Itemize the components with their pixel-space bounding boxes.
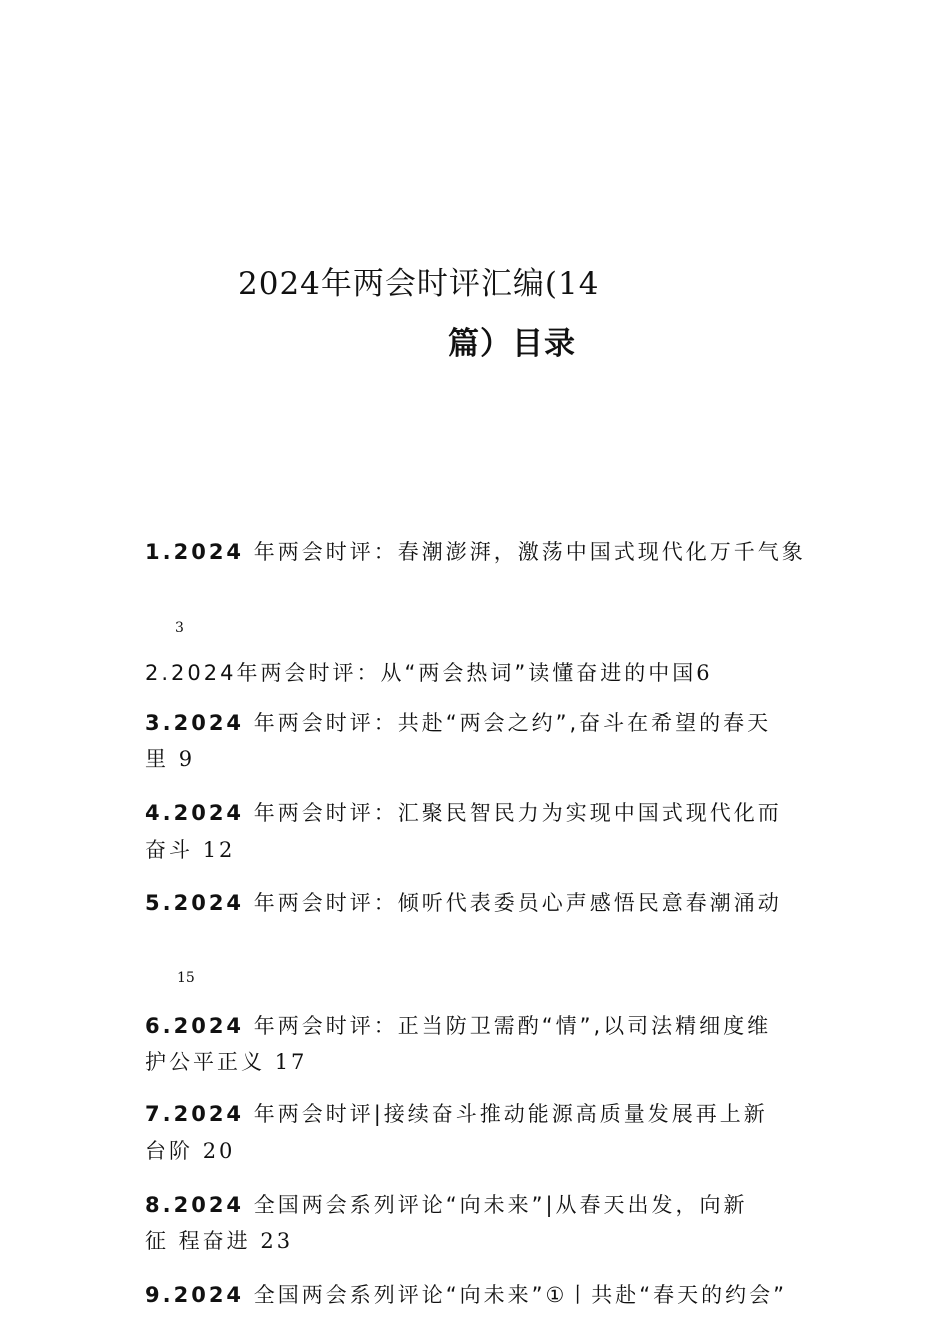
toc-entry-number: 2.2024	[145, 661, 237, 685]
toc-entry-text: 年两会时评：倾听代表委员心声感悟民意春潮涌动	[244, 891, 782, 915]
toc-entry-5[interactable]	[145, 886, 815, 921]
toc-entry-number: 1.2024	[145, 540, 245, 564]
toc-entry-text: 年两会时评：共赴“两会之约”,奋斗在希望的春天	[244, 711, 772, 735]
toc-entry-number: 8.2024	[145, 1193, 245, 1217]
toc-entry-page: 17	[274, 1050, 308, 1074]
toc-entry-4[interactable]	[145, 796, 815, 831]
toc-entry-continuation: 台阶	[145, 1139, 203, 1163]
toc-entry-9[interactable]	[145, 1278, 815, 1313]
toc-entry-number: 9.2024	[145, 1283, 245, 1307]
toc-entry-text: 年两会时评：春潮澎湃，激荡中国式现代化万千气象	[244, 540, 806, 564]
toc-entry-2[interactable]	[145, 656, 815, 691]
document-title-line-1: 2024年两会时评汇编(14	[238, 266, 600, 302]
toc-entry-page: 12	[202, 838, 236, 862]
toc-entry-text: 年两会时评：正当防卫需酌“情”,以司法精细度维	[244, 1014, 772, 1038]
toc-entry-3[interactable]	[145, 706, 815, 741]
toc-entry-page: 20	[202, 1139, 236, 1163]
toc-entry-6[interactable]	[145, 1009, 815, 1044]
toc-entry-1-page: 3	[175, 620, 184, 636]
toc-entry-number: 4.2024	[145, 801, 245, 825]
toc-entry-number: 3.2024	[145, 711, 245, 735]
toc-entry-number: 5.2024	[145, 891, 245, 915]
toc-entry-text: 年两会时评：从“两会热词”读懂奋进的中国	[236, 661, 697, 685]
toc-entry-text: 年两会时评|接续奋斗推动能源高质量发展再上新	[244, 1102, 768, 1126]
toc-entry-5-page: 15	[177, 970, 195, 986]
toc-entry-text: 全国两会系列评论“向未来”①丨共赴“春天的约会”	[244, 1283, 788, 1307]
toc-entry-page: 23	[260, 1229, 294, 1253]
document-title-line-2: 篇）目录	[448, 326, 576, 362]
toc-entry-text: 全国两会系列评论“向未来”|从春天出发，向新	[244, 1193, 748, 1217]
toc-entry-continuation: 里	[145, 747, 179, 771]
toc-entry-1[interactable]	[145, 535, 815, 570]
toc-entry-continuation: 护公平正义	[145, 1050, 275, 1074]
toc-entry-page: 9	[178, 747, 196, 771]
toc-entry-8[interactable]	[145, 1188, 815, 1223]
toc-entry-text: 年两会时评：汇聚民智民力为实现中国式现代化而	[244, 801, 782, 825]
toc-entry-number: 7.2024	[145, 1102, 245, 1126]
toc-entry-4-continuation[interactable]	[145, 833, 815, 868]
toc-entry-continuation: 征 程奋进	[145, 1229, 261, 1253]
toc-entry-6-continuation[interactable]	[145, 1045, 815, 1080]
toc-entry-7-continuation[interactable]	[145, 1134, 815, 1169]
toc-entry-8-continuation[interactable]	[145, 1224, 815, 1259]
toc-entry-7[interactable]	[145, 1097, 815, 1132]
toc-entry-3-continuation[interactable]	[145, 742, 815, 777]
toc-entry-continuation: 奋斗	[145, 838, 203, 862]
toc-entry-page: 6	[696, 661, 713, 685]
toc-entry-number: 6.2024	[145, 1014, 245, 1038]
